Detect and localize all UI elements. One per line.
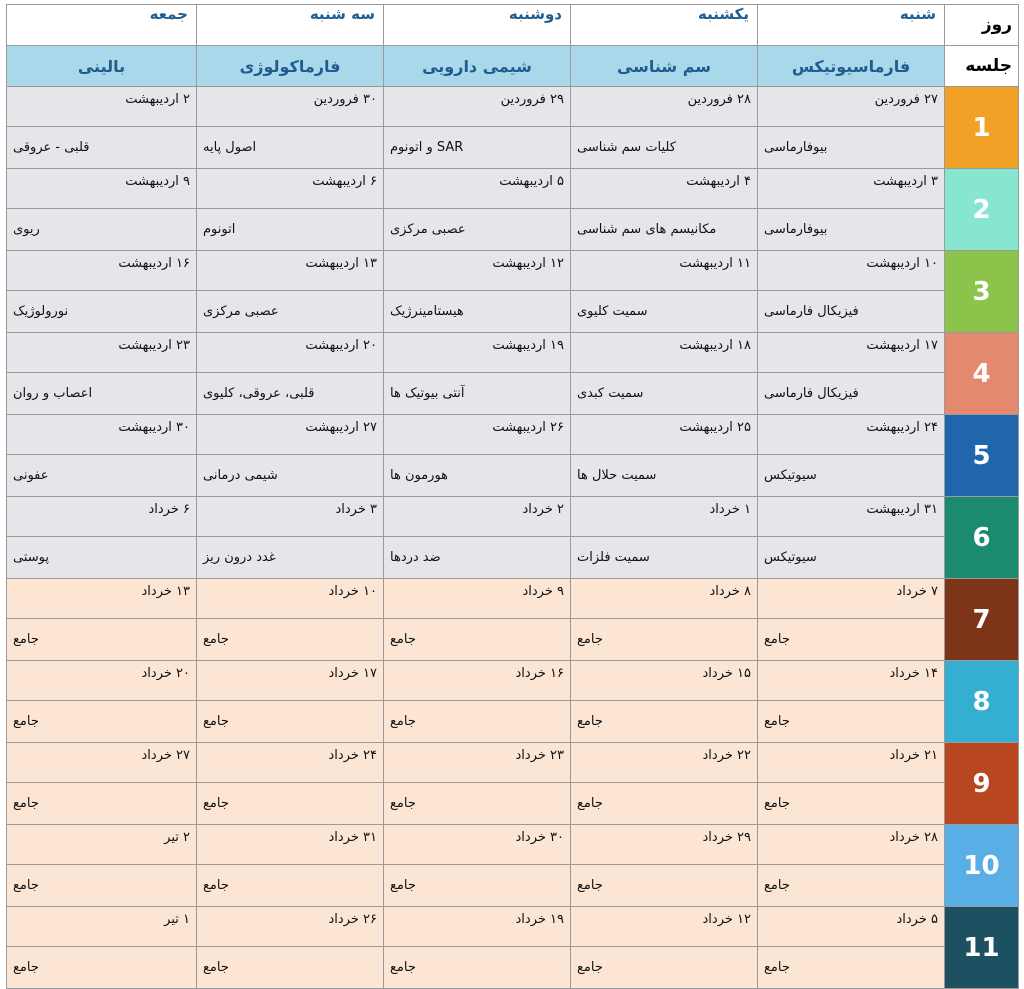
- date-cell: ۲۸ خرداد: [758, 825, 945, 865]
- session-date-row: [7, 169, 1019, 209]
- session-label: جلسه: [945, 46, 1019, 87]
- topic-text: نورولوژیک: [13, 304, 69, 319]
- topic-cell: [571, 701, 758, 743]
- topic-cell: [197, 947, 384, 989]
- topic-cell: [7, 537, 197, 579]
- topic-cell: [384, 537, 571, 579]
- topic-cell: [197, 127, 384, 169]
- date-cell: ۲۷ خرداد: [7, 743, 197, 783]
- date-cell: ۱۳ خرداد: [7, 579, 197, 619]
- date-cell: ۳۰ فروردین: [197, 87, 384, 127]
- topic-text: جامع: [577, 878, 603, 893]
- day-saturday: شنبه: [758, 5, 945, 46]
- topic-text: عصبی مرکزی: [390, 222, 466, 237]
- course-clinical: بالینی: [7, 46, 197, 87]
- topic-text: مکانیسم های سم شناسی: [577, 222, 717, 237]
- session-number: 9: [945, 743, 1019, 825]
- session-topic-row: [7, 455, 1019, 497]
- session-number: 4: [945, 333, 1019, 415]
- topic-text: جامع: [577, 632, 603, 647]
- session-topic-row: [7, 783, 1019, 825]
- date-cell: ۳ اردیبهشت: [758, 169, 945, 209]
- topic-text: هورمون ها: [390, 468, 449, 483]
- day-label: روز: [945, 5, 1019, 46]
- date-cell: ۱۹ خرداد: [384, 907, 571, 947]
- day-friday: جمعه: [7, 5, 197, 46]
- topic-text: جامع: [764, 960, 790, 975]
- session-date-row: [7, 415, 1019, 455]
- topic-text: اعصاب و روان: [13, 386, 93, 401]
- topic-cell: [197, 537, 384, 579]
- session-topic-row: [7, 865, 1019, 907]
- topic-text: جامع: [764, 632, 790, 647]
- session-number: 5: [945, 415, 1019, 497]
- topic-text: هیستامینرژیک: [390, 304, 464, 319]
- session-number: 7: [945, 579, 1019, 661]
- day-header-row: [7, 5, 1019, 46]
- topic-cell: [197, 455, 384, 497]
- session-number: 2: [945, 169, 1019, 251]
- date-cell: ۷ خرداد: [758, 579, 945, 619]
- topic-cell: [758, 455, 945, 497]
- date-cell: ۲۵ اردیبهشت: [571, 415, 758, 455]
- course-header-row: [7, 46, 1019, 87]
- date-cell: ۱۵ خرداد: [571, 661, 758, 701]
- session-topic-row: [7, 291, 1019, 333]
- session-number: 8: [945, 661, 1019, 743]
- date-cell: ۱۸ اردیبهشت: [571, 333, 758, 373]
- topic-cell: [758, 619, 945, 661]
- date-cell: ۱۰ اردیبهشت: [758, 251, 945, 291]
- date-cell: ۳۱ اردیبهشت: [758, 497, 945, 537]
- topic-cell: [197, 619, 384, 661]
- course-toxicology: سم شناسی: [571, 46, 758, 87]
- date-cell: ۶ اردیبهشت: [197, 169, 384, 209]
- topic-text: جامع: [13, 960, 39, 975]
- topic-cell: [7, 455, 197, 497]
- topic-text: قلبی، عروقی، کلیوی: [203, 386, 315, 401]
- topic-text: فیزیکال فارماسی: [764, 386, 859, 401]
- date-cell: ۲۹ فروردین: [384, 87, 571, 127]
- date-cell: ۱۴ خرداد: [758, 661, 945, 701]
- topic-text: سیوتیکس: [764, 550, 817, 565]
- date-cell: ۳۰ خرداد: [384, 825, 571, 865]
- date-cell: ۲۴ اردیبهشت: [758, 415, 945, 455]
- topic-text: ریوی: [13, 222, 40, 237]
- topic-text: سمیت فلزات: [577, 550, 650, 565]
- course-pharmaceutics: فارماسیوتیکس: [758, 46, 945, 87]
- topic-text: اصول پایه: [203, 140, 257, 155]
- session-topic-row: [7, 127, 1019, 169]
- date-cell: ۹ اردیبهشت: [7, 169, 197, 209]
- topic-cell: [7, 947, 197, 989]
- session-number: 11: [945, 907, 1019, 989]
- topic-text: جامع: [13, 714, 39, 729]
- date-cell: ۵ اردیبهشت: [384, 169, 571, 209]
- session-number: 6: [945, 497, 1019, 579]
- date-cell: ۲۹ خرداد: [571, 825, 758, 865]
- topic-cell: [758, 537, 945, 579]
- topic-text: جامع: [203, 714, 229, 729]
- topic-text: جامع: [390, 714, 416, 729]
- session-topic-row: [7, 209, 1019, 251]
- topic-cell: [7, 783, 197, 825]
- topic-cell: [7, 373, 197, 415]
- topic-text: کلیات سم شناسی: [577, 140, 676, 155]
- topic-cell: [7, 291, 197, 333]
- topic-text: بیوفارماسی: [764, 140, 828, 155]
- topic-cell: [384, 455, 571, 497]
- session-date-row: [7, 743, 1019, 783]
- topic-text: پوستی: [13, 550, 49, 565]
- date-cell: ۱۳ اردیبهشت: [197, 251, 384, 291]
- date-cell: ۲۷ فروردین: [758, 87, 945, 127]
- session-date-row: [7, 825, 1019, 865]
- date-cell: ۱۲ خرداد: [571, 907, 758, 947]
- session-date-row: [7, 333, 1019, 373]
- date-cell: ۲۷ اردیبهشت: [197, 415, 384, 455]
- topic-cell: [758, 783, 945, 825]
- topic-text: جامع: [577, 960, 603, 975]
- topic-text: جامع: [764, 796, 790, 811]
- topic-text: جامع: [203, 796, 229, 811]
- topic-cell: [384, 947, 571, 989]
- session-topic-row: [7, 537, 1019, 579]
- date-cell: ۱۷ خرداد: [197, 661, 384, 701]
- topic-cell: [571, 209, 758, 251]
- session-topic-row: [7, 373, 1019, 415]
- topic-text: فیزیکال فارماسی: [764, 304, 859, 319]
- topic-text: جامع: [577, 714, 603, 729]
- topic-cell: [758, 373, 945, 415]
- topic-cell: [758, 209, 945, 251]
- topic-text: جامع: [13, 632, 39, 647]
- date-cell: ۶ خرداد: [7, 497, 197, 537]
- topic-text: جامع: [203, 632, 229, 647]
- topic-cell: [197, 209, 384, 251]
- date-cell: ۲۳ اردیبهشت: [7, 333, 197, 373]
- session-topic-row: [7, 947, 1019, 989]
- topic-cell: [7, 701, 197, 743]
- topic-cell: [571, 455, 758, 497]
- date-cell: ۹ خرداد: [384, 579, 571, 619]
- session-number: 1: [945, 87, 1019, 169]
- topic-cell: [758, 865, 945, 907]
- date-cell: ۱۹ اردیبهشت: [384, 333, 571, 373]
- topic-text: قلبی - عروقی: [13, 140, 90, 155]
- date-cell: ۲ تیر: [7, 825, 197, 865]
- topic-text: سمیت کلیوی: [577, 304, 648, 319]
- topic-cell: [758, 947, 945, 989]
- schedule-body: [7, 5, 1019, 989]
- topic-cell: [384, 865, 571, 907]
- topic-text: SAR و اتونوم: [390, 140, 464, 155]
- topic-text: سیوتیکس: [764, 468, 817, 483]
- topic-cell: [384, 127, 571, 169]
- topic-cell: [571, 127, 758, 169]
- topic-cell: [571, 373, 758, 415]
- topic-text: جامع: [203, 878, 229, 893]
- schedule-table-container: [6, 4, 1018, 989]
- date-cell: ۴ اردیبهشت: [571, 169, 758, 209]
- topic-cell: [758, 127, 945, 169]
- topic-text: جامع: [13, 796, 39, 811]
- topic-text: جامع: [390, 960, 416, 975]
- date-cell: ۲ خرداد: [384, 497, 571, 537]
- topic-text: جامع: [577, 796, 603, 811]
- date-cell: ۲۰ خرداد: [7, 661, 197, 701]
- session-topic-row: [7, 701, 1019, 743]
- course-medicinal-chemistry: شیمی دارویی: [384, 46, 571, 87]
- topic-text: جامع: [390, 796, 416, 811]
- topic-text: عفونی: [13, 468, 49, 483]
- day-tuesday: سه شنبه: [197, 5, 384, 46]
- session-number: 10: [945, 825, 1019, 907]
- topic-cell: [7, 619, 197, 661]
- topic-text: جامع: [764, 714, 790, 729]
- topic-text: جامع: [203, 960, 229, 975]
- date-cell: ۲۳ خرداد: [384, 743, 571, 783]
- session-date-row: [7, 661, 1019, 701]
- date-cell: ۱ تیر: [7, 907, 197, 947]
- topic-cell: [384, 783, 571, 825]
- day-monday: دوشنبه: [384, 5, 571, 46]
- date-cell: ۲۶ خرداد: [197, 907, 384, 947]
- topic-cell: [7, 127, 197, 169]
- topic-text: جامع: [390, 632, 416, 647]
- date-cell: ۲۰ اردیبهشت: [197, 333, 384, 373]
- topic-text: جامع: [764, 878, 790, 893]
- date-cell: ۲۶ اردیبهشت: [384, 415, 571, 455]
- date-cell: ۵ خرداد: [758, 907, 945, 947]
- session-date-row: [7, 497, 1019, 537]
- schedule-table: [6, 4, 1019, 989]
- topic-text: ضد دردها: [390, 550, 441, 565]
- date-cell: ۲۱ خرداد: [758, 743, 945, 783]
- session-number: 3: [945, 251, 1019, 333]
- topic-cell: [571, 947, 758, 989]
- date-cell: ۳ خرداد: [197, 497, 384, 537]
- topic-text: جامع: [13, 878, 39, 893]
- course-pharmacology: فارماکولوژی: [197, 46, 384, 87]
- date-cell: ۱۶ خرداد: [384, 661, 571, 701]
- topic-cell: [758, 291, 945, 333]
- topic-text: شیمی درمانی: [203, 468, 278, 483]
- topic-cell: [197, 783, 384, 825]
- date-cell: ۳۰ اردیبهشت: [7, 415, 197, 455]
- date-cell: ۸ خرداد: [571, 579, 758, 619]
- topic-cell: [571, 619, 758, 661]
- date-cell: ۱ خرداد: [571, 497, 758, 537]
- topic-cell: [384, 701, 571, 743]
- topic-cell: [571, 291, 758, 333]
- topic-cell: [384, 291, 571, 333]
- session-date-row: [7, 251, 1019, 291]
- topic-cell: [384, 373, 571, 415]
- date-cell: ۱۲ اردیبهشت: [384, 251, 571, 291]
- topic-cell: [197, 291, 384, 333]
- date-cell: ۱۱ اردیبهشت: [571, 251, 758, 291]
- date-cell: ۳۱ خرداد: [197, 825, 384, 865]
- topic-cell: [571, 865, 758, 907]
- topic-text: بیوفارماسی: [764, 222, 828, 237]
- topic-text: عصبی مرکزی: [203, 304, 279, 319]
- topic-cell: [571, 537, 758, 579]
- topic-cell: [7, 865, 197, 907]
- day-sunday: یکشنبه: [571, 5, 758, 46]
- topic-text: اتونوم: [203, 222, 236, 237]
- topic-cell: [197, 701, 384, 743]
- topic-cell: [7, 209, 197, 251]
- topic-cell: [571, 783, 758, 825]
- topic-cell: [384, 619, 571, 661]
- topic-text: آنتی بیوتیک ها: [390, 386, 465, 401]
- date-cell: ۲۲ خرداد: [571, 743, 758, 783]
- topic-text: غدد درون ریز: [203, 550, 276, 565]
- topic-text: جامع: [390, 878, 416, 893]
- session-date-row: [7, 907, 1019, 947]
- session-date-row: [7, 87, 1019, 127]
- topic-cell: [384, 209, 571, 251]
- session-date-row: [7, 579, 1019, 619]
- topic-cell: [197, 373, 384, 415]
- date-cell: ۱۰ خرداد: [197, 579, 384, 619]
- topic-text: سمیت حلال ها: [577, 468, 657, 483]
- date-cell: ۲۴ خرداد: [197, 743, 384, 783]
- session-topic-row: [7, 619, 1019, 661]
- date-cell: ۱۶ اردیبهشت: [7, 251, 197, 291]
- date-cell: ۲۸ فروردین: [571, 87, 758, 127]
- topic-text: سمیت کبدی: [577, 386, 644, 401]
- date-cell: ۱۷ اردیبهشت: [758, 333, 945, 373]
- topic-cell: [197, 865, 384, 907]
- topic-cell: [758, 701, 945, 743]
- date-cell: ۲ اردیبهشت: [7, 87, 197, 127]
